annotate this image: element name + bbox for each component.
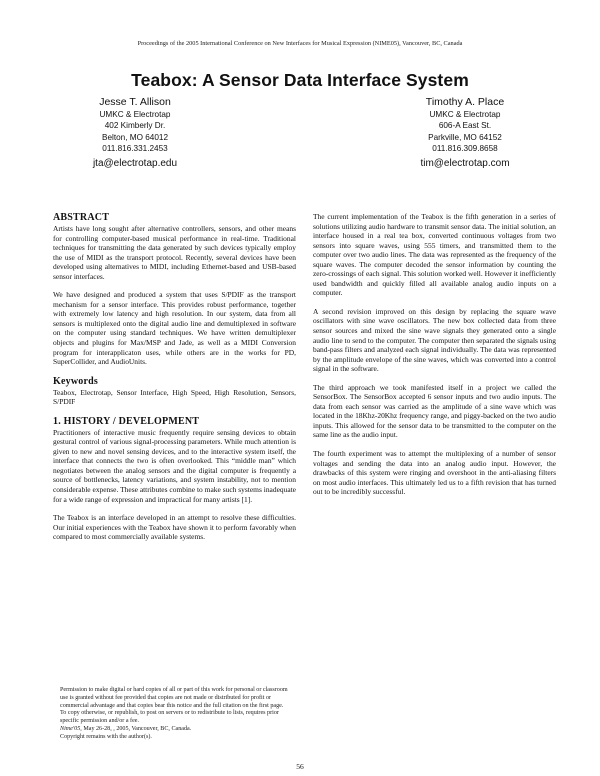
author-email[interactable]: tim@electrotap.com [420,158,510,170]
author-address: 402 Kimberly Dr. [104,121,166,131]
author-affiliation: UMKC & Electrotap [429,110,501,119]
venue-line [60,726,290,734]
body-paragraph: The fourth experiment was to attempt the multiplexing of a number of sensor voltages and sending the data into an analog audio input. However, the drawbacks of this system were ringing and overshoot in the anti-aliasing filters on most audio interfaces. This ultimately led us to a fifth revision that has turned out to be incredibly successful. [313,449,556,497]
keywords-text: Teabox, Electrotap, Sensor Interface, High Speed, High Resolution, Sensors, S/PDIF [53,387,296,407]
running-head: Proceedings of the 2005 International Conference on New Interfaces for Musical Expression (NIME05), Vancouver, BC, Canada [137,40,463,47]
author-name: Timothy A. Place [425,96,505,108]
body-paragraph: The third approach we took manifested itself in a project we called the SensorBox. The SensorBox accepted 6 sensor inputs and two audio inputs. The data from each sensor was carried as the amplitude of a sine wave which was located in the 18Khz-20Khz frequency range, and piggy-backed on the two audio inputs. This allowed for the sensor data to be transmitted to the computer on the same line as the audio input. [313,382,556,440]
left-column [53,212,296,551]
rights-line: Copyright remains with the author(s). [60,733,152,740]
permission-text: Permission to make digital or hard copies of all or part of this work for personal or classroom use is granted without fee provided that copies are not made or distributed for profit or commercial advantage and that copies bear this notice and the full citation on the first page. To copy otherwise, or republish, to post on servers or to redistribute to lists, requires prior specific permission and/or a fee. [60,687,288,725]
page-number: 56 [296,762,304,771]
body-paragraph: The Teabox is an interface developed in an attempt to resolve these difficulties. Our initial experiences with the Teabox have shown it to perform favorably when compared to most commercially available systems. [53,513,296,542]
author-phone: 011.816.331.2453 [102,143,168,153]
author-name: Jesse T. Allison [99,96,171,108]
body-paragraph: Practitioners of interactive music frequently require sensing devices to obtain gestural control of various signal-processing parameters. While much attention is given to new and novel sensing devices, and to the interactive system itself, the interface that connects the two is often overlooked. This “middle man” which negotiates between the analog sensors and the digital computer is frequently a source of bottlenecks, latency variations, and system instability, not to mention considerable expense. These attributes combine to make such systems inadequate for a wide range of expression and impractical for many artists [1]. [53,427,296,504]
author-affiliation: UMKC & Electrotap [99,110,171,119]
author-phone: 011.816.309.8658 [432,143,498,153]
paper-title: Teabox: A Sensor Data Interface System [131,70,469,90]
venue-name: Nime'05, [60,725,82,732]
section-heading: 1. HISTORY / DEVELOPMENT [53,415,200,427]
body-paragraph: The current implementation of the Teabox is the fifth generation in a series of solutions utilizing audio hardware to transmit sensor data. The initial solution, an interface housed in a real tea box, converted continuous voltages from two sensors into square waves, using 555 timers, and transmitted them to the computer over two audio lines. The data was represented as the frequency of the square waves. The computer decoded the sensor information by counting the zero-crossings of each signal. This solution worked well. However it inefficiently used bandwidth and quickly filled all available analog audio inputs on a computer. [313,212,556,298]
abstract-paragraph: We have designed and produced a system that uses S/PDIF as the transport mechanism for a sensor interface. This provides robust performance, together with extremely low latency and high resolution. In our system, data from all sensors is multiplexed onto the digital audio line and demultiplexed in software on the computer using standard techniques. We have written demultiplexer objects and plugins for Max/MSP and Jade, as well as a MIDI Conversion program for interapplicaton uses, while others are in the works for PD, SuperCollider, and AudioUnits. [53,290,296,367]
abstract-heading: ABSTRACT [53,212,110,223]
author-email[interactable]: jta@electrotap.edu [92,158,178,170]
copyright-notice [60,687,290,742]
keywords-heading: Keywords [53,375,98,387]
author-city: Belton, MO 64012 [102,132,168,142]
author-city: Parkville, MO 64152 [428,132,502,142]
author-address: 606-A East St. [438,121,492,131]
author-block-left [60,96,210,170]
right-column [313,212,556,506]
body-paragraph: A second revision improved on this design by replacing the square wave oscillators with sine wave oscillators. The new box collected data from three sensor sources and mixed the sine wave signals they generated onto a single audio line to send to the computer. The computer then separated the signals using band-pass filters and analyzed each signal individually. The data was represented by the amplitude envelope of the sine waves, which was converted into a control signal in the software. [313,306,556,374]
abstract-paragraph: Artists have long sought after alternative controllers, sensors, and other means for controlling computer-based musical performance in real-time. Traditional techniques for transmitting the data generated by such devices typically employ the use of MIDI as the transport protocol. Recently, several devices have been developed using alternatives to MIDI, including Ethernet-based and USB-based sensor interfaces. [53,224,296,281]
author-block-right [390,96,540,170]
venue-details: May 26-28, , 2005, Vancouver, BC, Canada. [81,725,192,732]
